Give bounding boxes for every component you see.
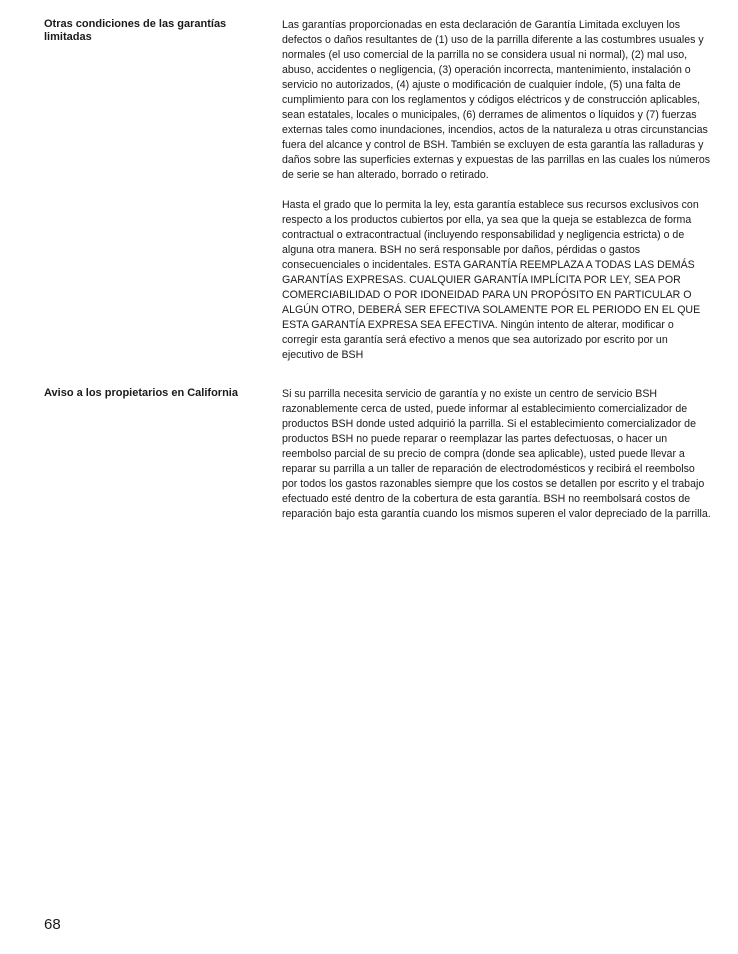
body-paragraph: Hasta el grado que lo permita la ley, esta garantía establece sus recursos exclusivos con respecto a los productos cubiertos por ella, ya sea que la queja se establezca de forma contractual o extracontractual (incluyendo responsabilidad y negligencia estricta) o de alguna otra manera. BSH no será responsable por daños, pérdidas o gastos consecuenciales o incidentales. ESTA GARANTÍA REEMPLAZA A TODAS LAS DEMÁS GARANTÍAS EXPRESAS. CUALQUIER GARANTÍA IMPLÍCITA POR LEY, SEA POR COMERCIABILIDAD O POR IDONEIDAD PARA UN PROPÓSITO EN PARTICULAR O ALGÚN OTRO, DEBERÁ SER EFECTIVA SOLAMENTE POR EL PERIODO EN EL QUE ESTA GARANTÍA EXPRESA SEA EFECTIVA. Ningún intento de alterar, modificar o corregir esta garantía será efectivo a menos que sea autorizado por escrito por un ejecutivo de BSH <box>282 199 701 361</box>
body-paragraph: Las garantías proporcionadas en esta declaración de Garantía Limitada excluyen los defectos o daños resultantes de (1) uso de la parrilla diferente a las costumbres usuales y normales (el uso comercial de la parrilla no se considera usual ni normal), (2) mal uso, abuso, accidentes o negligencia, (3) operación incorrecta, mantenimiento, instalación o servicio no autorizados, (4) ajuste o modificación de cualquier índole, (5) una falta de cumplimiento para con los reglamentos y códigos eléctricos y de construcción aplicables, sean estatales, locales o municipales, (6) derrames de alimentos o líquidos y (7) fuerzas externas tales como inundaciones, incendios, actos de la naturaleza u otras circunstancias fuera del alcance y control de BSH. También se excluyen de esta garantía las ralladuras y daños sobre las superficies externas y expuestas de las parrillas en las cuales los números de serie se han alterado, borrado o retirado. <box>282 19 711 181</box>
section-body <box>282 387 712 537</box>
section-heading: Aviso a los propietarios en California <box>44 387 238 399</box>
page-number: 68 <box>44 916 61 933</box>
section-heading: Otras condiciones de las garantías limitadas <box>44 18 227 43</box>
body-paragraph: Si su parrilla necesita servicio de garantía y no existe un centro de servicio BSH razonablemente cerca de usted, puede informar al establecimiento comercializador de productos BSH donde usted adquirió la parrilla. Si el establecimiento comercializador de productos BSH no puede reparar o reemplazar las partes defectuosas, o hacer un reembolso parcial de su precio de compra (donde sea aplicable), usted puede llevar a reparar su parrilla a un taller de reparación de electrodomésticos y recibirá el reembolso por todos los gastos razonables siempre que los costos se detallen por escrito y el trabajo efectuado esté dentro de la cobertura de esta garantía. BSH no reembolsará costos de reparación bajo esta garantía cuando los mismos superen el valor depreciado de la parrilla. <box>282 388 711 520</box>
section-body <box>282 18 712 378</box>
